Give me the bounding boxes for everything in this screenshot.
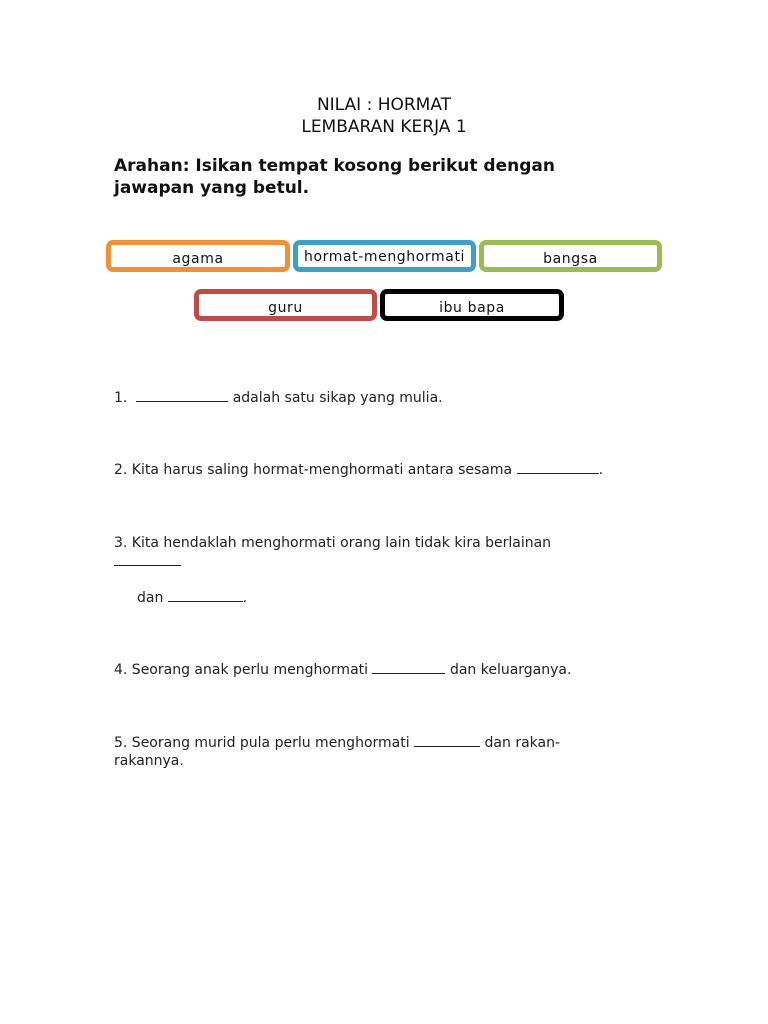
word-box-ibu-bapa: ibu bapa [380, 289, 564, 321]
question-2-text: 2. Kita harus saling hormat-menghormati antara sesama [114, 462, 513, 478]
answer-blank-5[interactable] [414, 734, 480, 747]
word-box-hormat-menghormati: hormat-menghormati [293, 240, 476, 272]
word-box-agama: agama [106, 240, 290, 272]
question-3-blank-line [114, 553, 181, 571]
question-2 [114, 461, 603, 479]
question-1-number: 1. [114, 390, 128, 406]
answer-blank-3a[interactable] [114, 553, 181, 566]
question-5-line2: rakannya. [114, 753, 184, 769]
question-2-end: . [598, 462, 604, 478]
question-3-dan: dan [137, 590, 164, 606]
answer-blank-1[interactable] [136, 389, 228, 402]
question-3-end: . [242, 590, 248, 606]
instruction-text: Arahan: Isikan tempat kosong berikut dengan jawapan yang betul. [114, 156, 555, 198]
question-5-text: 5. Seorang murid pula perlu menghormati [114, 735, 410, 751]
word-box-guru: guru [194, 289, 377, 321]
question-4 [114, 661, 571, 679]
answer-blank-3b[interactable] [168, 589, 243, 602]
worksheet-subtitle: LEMBARAN KERJA 1 [301, 117, 467, 137]
question-1-text: adalah satu sikap yang mulia. [232, 390, 443, 406]
answer-blank-4[interactable] [372, 661, 445, 674]
question-5-end: dan rakan- [484, 735, 561, 751]
question-4-text: 4. Seorang anak perlu menghormati [114, 662, 369, 678]
question-3-continued [137, 589, 247, 607]
answer-blank-2[interactable] [517, 461, 599, 474]
question-5 [114, 734, 560, 752]
question-1 [114, 389, 443, 407]
question-4-end: dan keluarganya. [449, 662, 572, 678]
question-3 [114, 534, 551, 552]
question-3-text: 3. Kita hendaklah menghormati orang lain tidak kira berlainan [114, 535, 552, 551]
word-box-bangsa: bangsa [479, 240, 662, 272]
worksheet-title: NILAI : HORMAT [316, 95, 452, 115]
